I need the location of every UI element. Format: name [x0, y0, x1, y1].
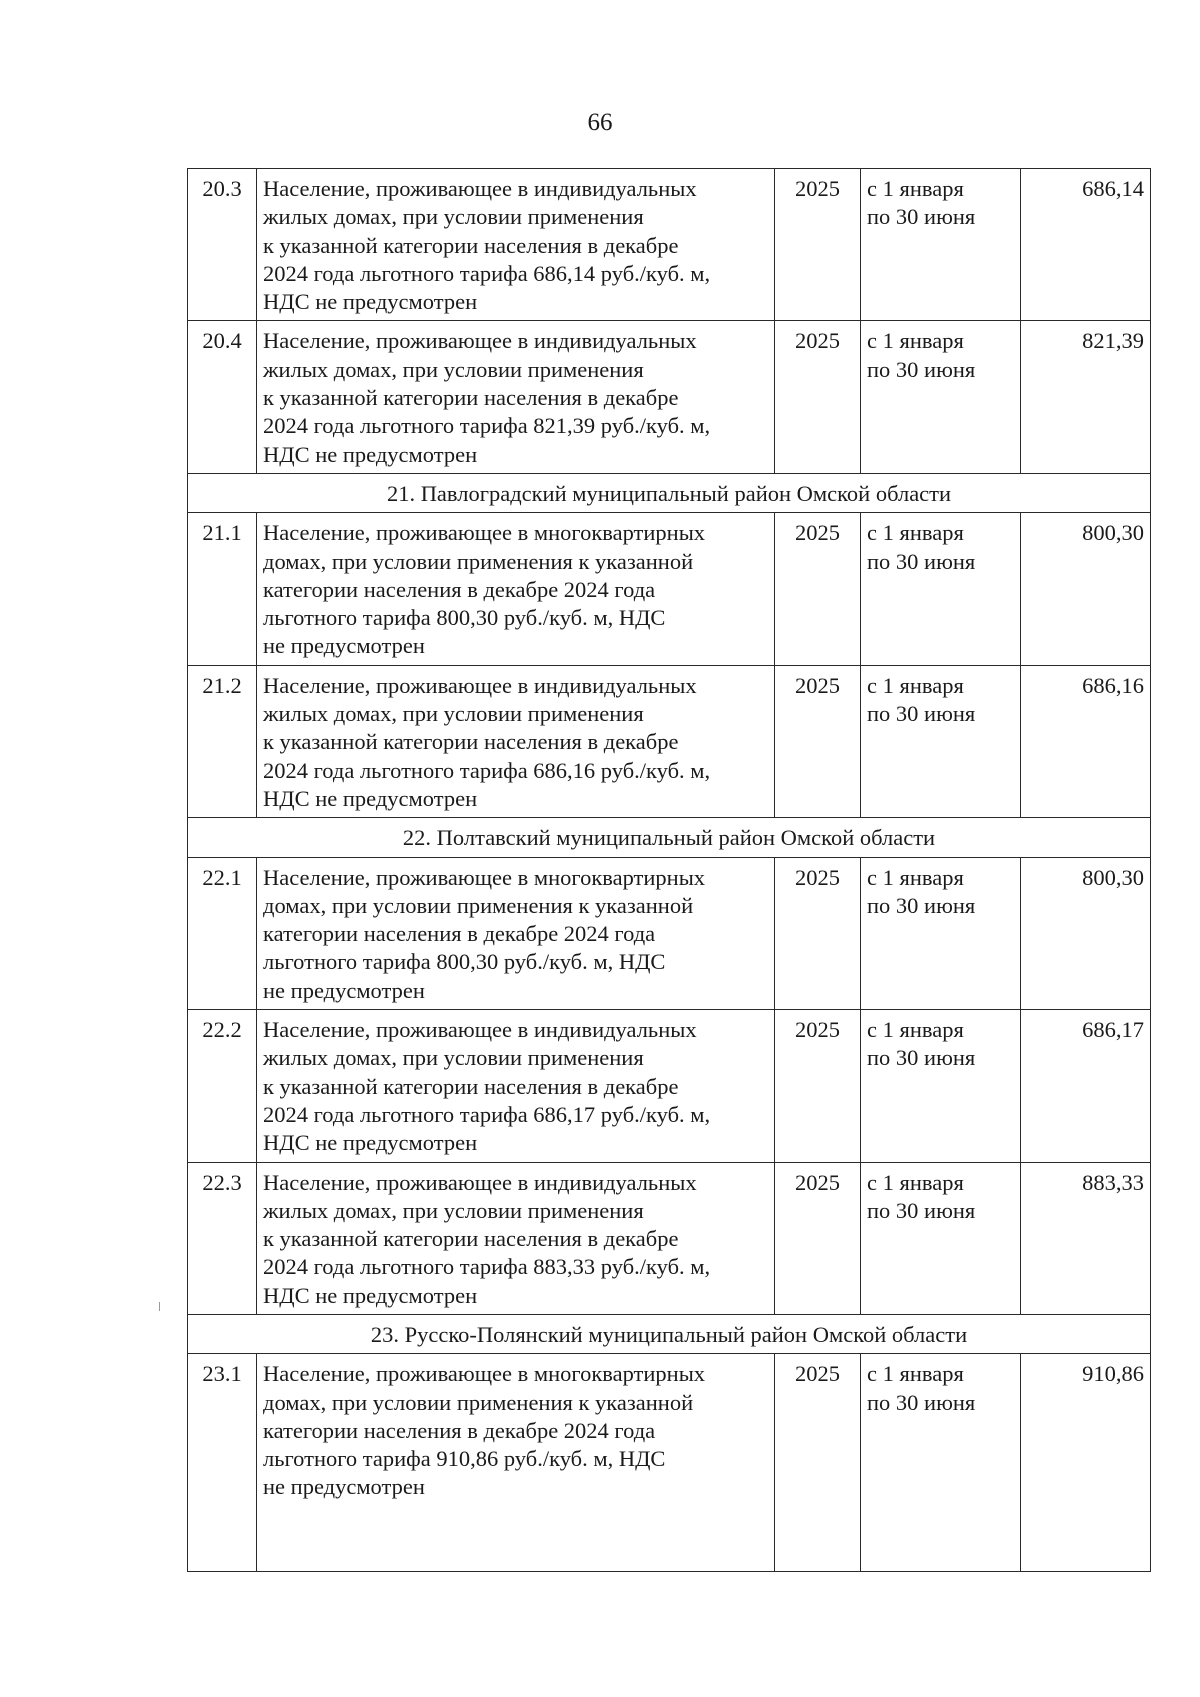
row-number: 21.2 [188, 665, 257, 817]
row-tariff-value: 821,39 [1021, 321, 1151, 473]
row-tariff-value: 686,16 [1021, 665, 1151, 817]
row-period: с 1 января по 30 июня [861, 321, 1021, 473]
row-period: с 1 января по 30 июня [861, 1010, 1021, 1162]
row-year: 2025 [775, 169, 861, 321]
row-description: Население, проживающее в многоквартирных домах, при условии применения к указанной категории населения в декабре 2024 года льготного тарифа 800,30 руб./куб. м, НДС не предусмотрен [257, 857, 775, 1009]
row-year: 2025 [775, 1354, 861, 1572]
row-year: 2025 [775, 1162, 861, 1314]
row-tariff-value: 883,33 [1021, 1162, 1151, 1314]
section-row [188, 1314, 1151, 1353]
table-row [188, 857, 1151, 1009]
row-number: 22.2 [188, 1010, 257, 1162]
row-period: с 1 января по 30 июня [861, 1162, 1021, 1314]
table-row [188, 1354, 1151, 1572]
row-number: 23.1 [188, 1354, 257, 1572]
row-description: Население, проживающее в индивидуальных жилых домах, при условии применения к указанной категории населения в декабре 2024 года льготного тарифа 686,17 руб./куб. м, НДС не предусмотрен [257, 1010, 775, 1162]
row-tariff-value: 910,86 [1021, 1354, 1151, 1572]
row-description: Население, проживающее в индивидуальных жилых домах, при условии применения к указанной категории населения в декабре 2024 года льготного тарифа 686,16 руб./куб. м, НДС не предусмотрен [257, 665, 775, 817]
table-row [188, 1162, 1151, 1314]
page-number: 66 [587, 109, 613, 136]
row-number: 20.3 [188, 169, 257, 321]
table-row [188, 1010, 1151, 1162]
section-heading: 22. Полтавский муниципальный район Омской области [188, 818, 1151, 857]
row-period: с 1 января по 30 июня [861, 665, 1021, 817]
row-number: 22.3 [188, 1162, 257, 1314]
row-number: 22.1 [188, 857, 257, 1009]
table-row [188, 665, 1151, 817]
row-period: с 1 января по 30 июня [861, 857, 1021, 1009]
row-description: Население, проживающее в многоквартирных домах, при условии применения к указанной категории населения в декабре 2024 года льготного тарифа 800,30 руб./куб. м, НДС не предусмотрен [257, 513, 775, 665]
table-row [188, 321, 1151, 473]
scan-artifact-mark [159, 1302, 160, 1311]
row-period: с 1 января по 30 июня [861, 169, 1021, 321]
row-number: 21.1 [188, 513, 257, 665]
row-year: 2025 [775, 321, 861, 473]
row-tariff-value: 686,17 [1021, 1010, 1151, 1162]
row-description: Население, проживающее в индивидуальных жилых домах, при условии применения к указанной категории населения в декабре 2024 года льготного тарифа 686,14 руб./куб. м, НДС не предусмотрен [257, 169, 775, 321]
row-tariff-value: 800,30 [1021, 857, 1151, 1009]
row-year: 2025 [775, 665, 861, 817]
row-description: Население, проживающее в индивидуальных жилых домах, при условии применения к указанной категории населения в декабре 2024 года льготного тарифа 821,39 руб./куб. м, НДС не предусмотрен [257, 321, 775, 473]
row-period: с 1 января по 30 июня [861, 513, 1021, 665]
row-description: Население, проживающее в многоквартирных домах, при условии применения к указанной категории населения в декабре 2024 года льготного тарифа 910,86 руб./куб. м, НДС не предусмотрен [257, 1354, 775, 1572]
row-year: 2025 [775, 857, 861, 1009]
row-tariff-value: 800,30 [1021, 513, 1151, 665]
row-year: 2025 [775, 1010, 861, 1162]
row-description: Население, проживающее в индивидуальных жилых домах, при условии применения к указанной категории населения в декабре 2024 года льготного тарифа 883,33 руб./куб. м, НДС не предусмотрен [257, 1162, 775, 1314]
section-heading: 21. Павлоградский муниципальный район Омской области [188, 473, 1151, 512]
tariff-table-body [188, 169, 1151, 1572]
tariff-table [187, 168, 1151, 1572]
table-row [188, 513, 1151, 665]
section-row [188, 473, 1151, 512]
section-row [188, 818, 1151, 857]
section-heading: 23. Русско-Полянский муниципальный район Омской области [188, 1314, 1151, 1353]
row-year: 2025 [775, 513, 861, 665]
row-number: 20.4 [188, 321, 257, 473]
row-period: с 1 января по 30 июня [861, 1354, 1021, 1572]
row-tariff-value: 686,14 [1021, 169, 1151, 321]
table-row [188, 169, 1151, 321]
